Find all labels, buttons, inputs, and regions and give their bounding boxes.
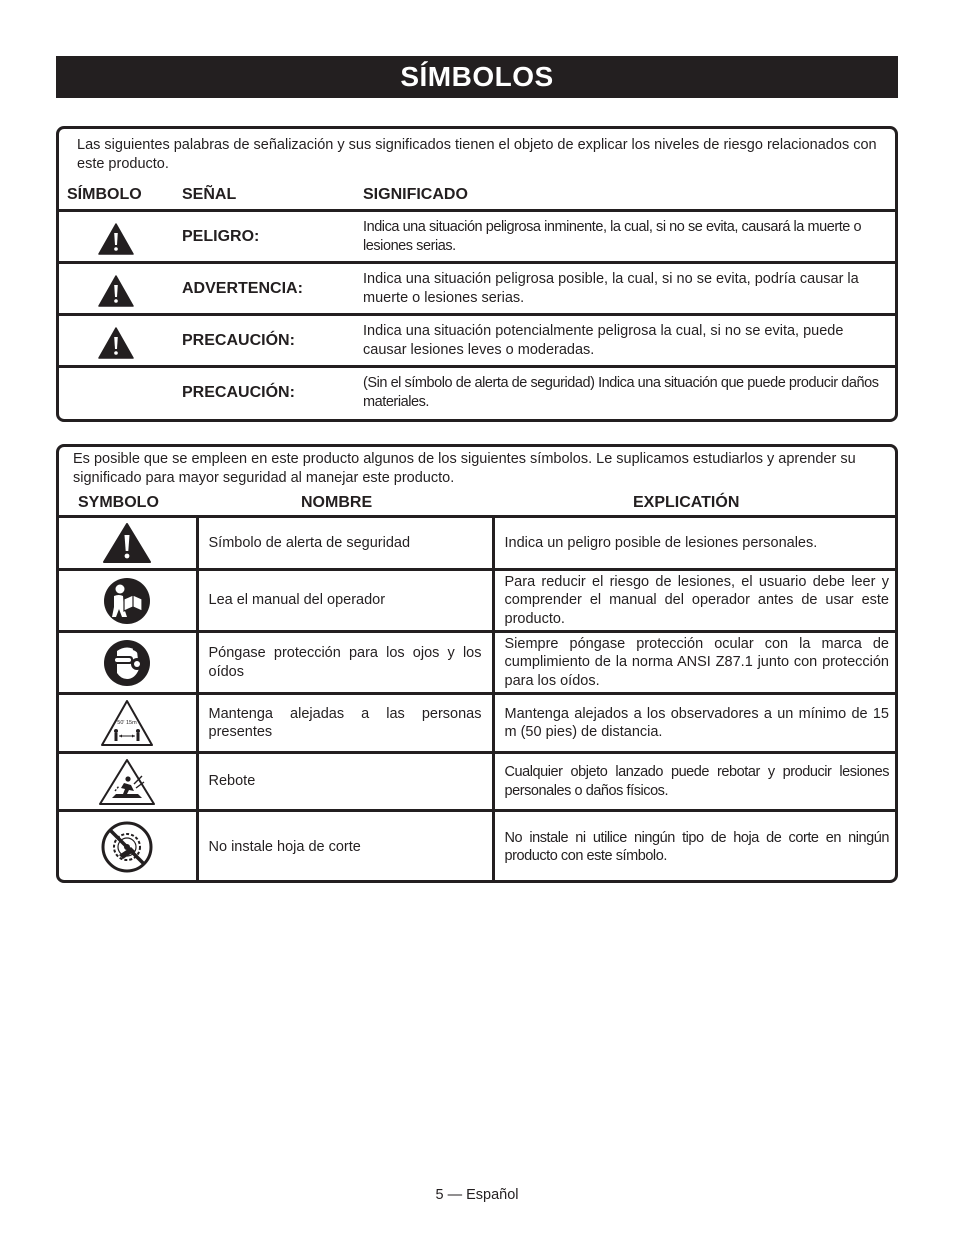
- symbols-box: [56, 444, 898, 883]
- symbols-intro: Es posible que se empleen en este producto algunos de los siguientes símbolos. Le suplicamos estudiarlos y aprender su significado para mayor seguridad al manejar este producto.: [73, 451, 856, 486]
- signal-row-advertencia: [59, 261, 897, 313]
- signal-meaning: (Sin el símbolo de alerta de seguridad) Indica una situación que puede producir daños materiales.: [363, 375, 879, 410]
- signal-row-peligro: [59, 209, 897, 261]
- symbol-name: Lea el manual del operador: [197, 570, 493, 632]
- signal-words-box: [56, 126, 898, 422]
- signal-words-intro: Las siguientes palabras de señalización y sus significados tienen el objeto de explicar los niveles de riesgo relacionados con este producto.: [77, 137, 877, 172]
- symbol-explanation: Para reducir el riesgo de lesiones, el usuario debe leer y comprender el manual del operador antes de usar este producto.: [493, 570, 897, 632]
- table-row: [59, 570, 897, 632]
- header-signal: SEÑAL: [182, 186, 237, 203]
- symbol-name: Póngase protección para los ojos y los oídos: [197, 632, 493, 694]
- header-symbol: SYMBOLO: [78, 494, 159, 511]
- symbol-name: Mantenga alejadas a las personas presentes: [197, 694, 493, 753]
- signal-word: PELIGRO:: [182, 228, 260, 245]
- symbol-name: Rebote: [197, 753, 493, 811]
- table-row: [59, 517, 897, 570]
- header-symbol: SÍMBOLO: [67, 186, 142, 203]
- eye-ear-protection-icon: [103, 639, 151, 687]
- symbol-name: No instale hoja de corte: [197, 811, 493, 883]
- no-blade-icon: [101, 821, 153, 873]
- symbol-explanation: Siempre póngase protección ocular con la marca de cumplimiento de la norma ANSI Z87.1 junto con protección para los oídos.: [493, 632, 897, 694]
- table-row: [59, 694, 897, 753]
- signal-row-precaucion: [59, 313, 897, 365]
- table-row: [59, 811, 897, 883]
- read-manual-icon: [103, 577, 151, 625]
- ricochet-icon: [98, 758, 156, 806]
- keep-bystanders-away-icon: [100, 699, 154, 747]
- symbol-explanation: No instale ni utilice ningún tipo de hoja de corte en ningún producto con este símbolo.: [493, 811, 897, 883]
- symbol-name: Símbolo de alerta de seguridad: [197, 517, 493, 570]
- header-meaning: SIGNIFICADO: [363, 186, 468, 203]
- signal-word: ADVERTENCIA:: [182, 280, 303, 297]
- symbols-table: [59, 515, 897, 883]
- table-row: [59, 632, 897, 694]
- signal-word: PRECAUCIÓN:: [182, 384, 295, 401]
- warning-triangle-icon: [98, 327, 134, 359]
- distance-label: 50' 15m: [117, 720, 137, 726]
- signal-meaning: Indica una situación potencialmente peligrosa la cual, si no se evita, puede causar lesiones leves o moderadas.: [363, 323, 844, 358]
- symbol-explanation: Indica un peligro posible de lesiones personales.: [493, 517, 897, 570]
- safety-alert-icon: [102, 522, 152, 564]
- header-name: NOMBRE: [301, 494, 373, 511]
- warning-triangle-icon: [98, 275, 134, 307]
- signal-meaning: Indica una situación peligrosa posible, la cual, si no se evita, podría causar la muerte o lesiones serias.: [363, 271, 859, 306]
- page-footer: 5 — Español: [435, 1187, 519, 1203]
- page-title: SÍMBOLOS: [56, 56, 898, 98]
- signal-meaning: Indica una situación peligrosa inminente, la cual, si no se evita, causará la muerte o lesiones serias.: [363, 219, 862, 254]
- symbol-explanation: Cualquier objeto lanzado puede rebotar y producir lesiones personales o daños físicos.: [493, 753, 897, 811]
- signal-word: PRECAUCIÓN:: [182, 332, 295, 349]
- table-row: [59, 753, 897, 811]
- signal-row-precaucion-no-symbol: [59, 365, 897, 417]
- header-explanation: EXPLICATIÓN: [633, 494, 740, 511]
- warning-triangle-icon: [98, 223, 134, 255]
- symbol-explanation: Mantenga alejados a los observadores a un mínimo de 15 m (50 pies) de distancia.: [493, 694, 897, 753]
